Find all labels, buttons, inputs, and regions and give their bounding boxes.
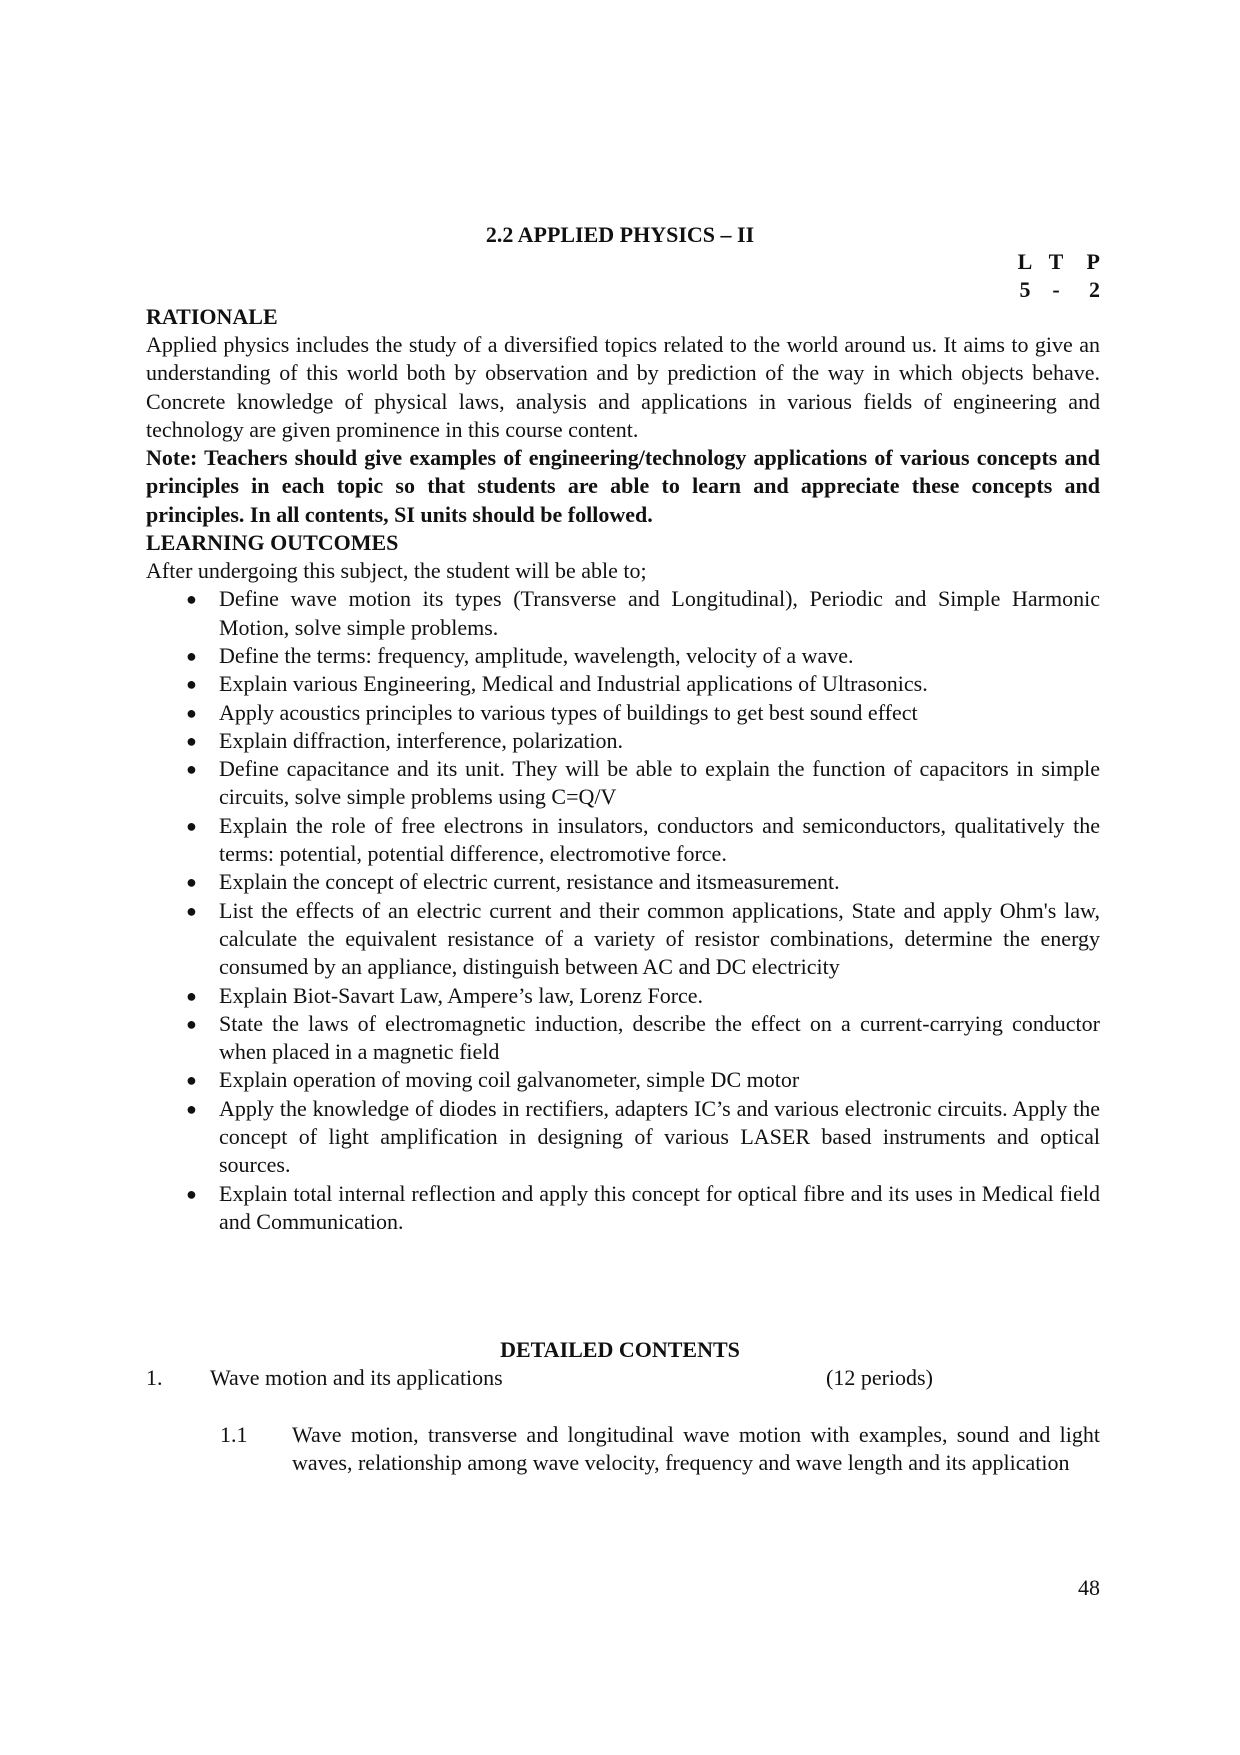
- list-item-text: Explain total internal reflection and apply this concept for optical fibre and its uses in Medical field and Communication.: [219, 1180, 1100, 1234]
- bullet-icon: ●: [186, 1098, 197, 1119]
- list-item-text: Apply acoustics principles to various types of buildings to get best sound effect: [219, 699, 918, 725]
- bullet-icon: ●: [186, 730, 197, 751]
- learning-outcomes-intro: After undergoing this subject, the student will be able to;: [146, 558, 647, 584]
- unit-periods: (12 periods): [826, 1365, 933, 1390]
- list-item: [146, 699, 1100, 727]
- list-item-text: Define wave motion its types (Transverse and Longitudinal), Periodic and Simple Harmonic Motion, solve simple problems.: [219, 586, 1100, 640]
- unit-number: 1.: [146, 1365, 163, 1390]
- list-item-text: Explain the concept of electric current, resistance and itsmeasurement.: [219, 869, 840, 895]
- bullet-icon: ●: [186, 645, 197, 666]
- list-item-text: Explain various Engineering, Medical and Industrial applications of Ultrasonics.: [219, 671, 928, 697]
- learning-outcomes-heading: LEARNING OUTCOMES: [146, 530, 399, 556]
- list-item: [146, 982, 1100, 1010]
- ltp-table: [1000, 248, 1100, 304]
- bullet-icon: ●: [186, 589, 197, 610]
- list-item-text: Explain operation of moving coil galvanometer, simple DC motor: [219, 1067, 800, 1093]
- ltp-header-t: T: [1048, 249, 1064, 274]
- list-item-text: Explain diffraction, interference, polarization.: [219, 727, 623, 753]
- learning-outcomes-list: [146, 585, 1100, 1236]
- rationale-text: Applied physics includes the study of a diversified topics related to the world around us. It aims to give an understanding of this world both by observation and by prediction of the way in which objects behave. Concrete knowledge of physical laws, analysis and applications in various fields of engineering and technology are given prominence in this course content.: [146, 332, 1100, 442]
- bullet-icon: ●: [186, 674, 197, 695]
- list-item: [146, 727, 1100, 755]
- list-item: [146, 1180, 1100, 1237]
- subtopic-text: Wave motion, transverse and longitudinal wave motion with examples, sound and light waves, relationship among wave velocity, frequency and wave length and its application: [292, 1422, 1100, 1476]
- page-number: 48: [1078, 1575, 1100, 1600]
- list-item-text: Explain the role of free electrons in insulators, conductors and semiconductors, qualitatively the terms: potential, potential difference, electromotive force.: [219, 812, 1100, 867]
- ltp-header-row: [1000, 248, 1100, 276]
- unit-title: Wave motion and its applications: [210, 1365, 503, 1390]
- rationale-heading: RATIONALE: [146, 304, 278, 329]
- main-content: [146, 303, 1100, 1236]
- ltp-value-l: 5: [1019, 277, 1031, 302]
- ltp-value-t: -: [1052, 277, 1060, 302]
- list-item: [146, 755, 1100, 812]
- bullet-icon: ●: [186, 815, 197, 836]
- subtopic-number: 1.1: [220, 1422, 248, 1447]
- list-item: [146, 1095, 1100, 1180]
- list-item-text: State the laws of electromagnetic induction, describe the effect on a current-carrying conductor when placed in a magnetic field: [219, 1010, 1100, 1065]
- ltp-value-p: 2: [1089, 277, 1100, 302]
- bullet-icon: ●: [186, 759, 197, 780]
- list-item: [146, 812, 1100, 869]
- bullet-icon: ●: [186, 985, 197, 1006]
- bullet-icon: ●: [186, 702, 197, 723]
- rationale-note: Note: Teachers should give examples of engineering/technology applications of various concepts and principles in each topic so that students are able to learn and appreciate these concepts and principles. In all contents, SI units should be followed.: [146, 445, 1100, 527]
- bullet-icon: ●: [186, 872, 197, 893]
- bullet-icon: ●: [186, 900, 197, 921]
- list-item-text: Define capacitance and its unit. They will be able to explain the function of capacitors in simple circuits, solve simple problems using C=Q/V: [219, 756, 1100, 810]
- bullet-icon: ●: [186, 1070, 197, 1091]
- list-item: [146, 585, 1100, 642]
- ltp-header-l: L: [1017, 249, 1033, 274]
- ltp-value-row: [1000, 276, 1100, 304]
- list-item-text: Apply the knowledge of diodes in rectifiers, adapters IC’s and various electronic circuits. Apply the concept of light amplification in designing of various LASER based instruments and optical sources.: [219, 1095, 1100, 1178]
- detailed-contents-heading: DETAILED CONTENTS: [500, 1337, 740, 1362]
- subtopic-row: [220, 1421, 1100, 1478]
- list-item: [146, 868, 1100, 896]
- list-item: [146, 670, 1100, 698]
- list-item-text: Define the terms: frequency, amplitude, wavelength, velocity of a wave.: [219, 642, 854, 668]
- list-item: [146, 1010, 1100, 1067]
- bullet-icon: ●: [186, 1183, 197, 1204]
- ltp-header-p: P: [1086, 249, 1100, 274]
- bullet-icon: ●: [186, 1013, 197, 1034]
- list-item-text: List the effects of an electric current and their common applications, State and apply Ohm's law, calculate the equivalent resistance of a variety of resistor combinations, determine the energy consumed by an appliance, distinguish between AC and DC electricity: [219, 897, 1100, 980]
- document-title: 2.2 APPLIED PHYSICS – II: [485, 222, 755, 247]
- list-item: [146, 897, 1100, 982]
- list-item: [146, 1066, 1100, 1094]
- list-item-text: Explain Biot-Savart Law, Ampere’s law, Lorenz Force.: [219, 982, 704, 1008]
- list-item: [146, 642, 1100, 670]
